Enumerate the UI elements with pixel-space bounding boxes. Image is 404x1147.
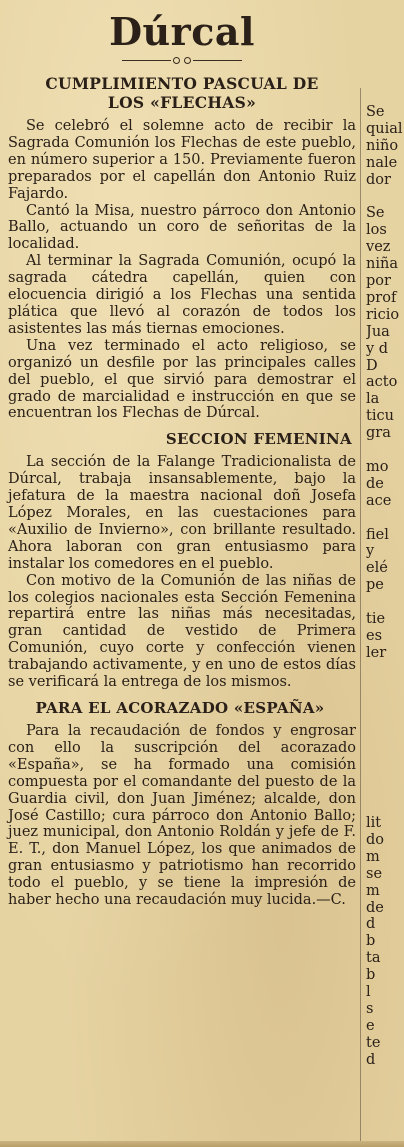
section-masthead: Dúrcal	[109, 9, 255, 54]
adjacent-column-text: Se	[366, 205, 385, 222]
adjacent-column-text: la	[366, 391, 380, 408]
adjacent-column-text: por	[366, 273, 391, 289]
article-paragraph: Una vez terminado el acto religioso, se organizó un desfile por las principales calles del pueblo, el que sirvió para demostrar el grado de marcialidad e instrucción en que se encuentran los Flechas de Dúrcal.	[8, 337, 356, 422]
article-paragraph: Para la recaudación de fondos y engrosar con ello la suscripción del acorazado «España», se ha formado una comisión compuesta por el comandante del puesto de la Guardia civil, don Juan Jiménez; alcalde, don José Castillo; cura párroco don Antonio Ballo; juez municipal, don Antonio Roldán y jefe de F. E. T., don Manuel López, los que animados de gran entusiasmo y patriotismo han recorrido todo el pueblo, y se tiene la impresión de haber hecho una recaudación muy lucida.—C.	[8, 723, 356, 909]
adjacent-column-text: dor	[366, 171, 391, 188]
adjacent-column-text: ace	[366, 492, 392, 509]
ornament-dot	[173, 57, 180, 64]
article-cumplimiento-pascual	[8, 74, 356, 422]
adjacent-column-text: b	[366, 933, 376, 950]
adjacent-column-text: m	[366, 848, 380, 865]
adjacent-column-text: los	[366, 222, 387, 239]
adjacent-column-text: d	[366, 1051, 376, 1068]
adjacent-column-text: es	[366, 627, 383, 644]
ornament-line-left	[122, 60, 171, 61]
article-paragraph: La sección de la Falange Tradicionalista de Dúrcal, trabaja insansablemente, bajo la jefatura de la maestra nacional doñ Josefa López Morales, en las cuestaciones para «Auxilio de Invierno», con brillante resultado. Ahora laboran con gran entusiasmo para instalar los comedores en el pueblo.	[8, 454, 356, 572]
adjacent-column-text: ticu	[366, 408, 394, 425]
adjacent-column-text: y d	[366, 340, 389, 357]
headline-line: LOS «FLECHAS»	[107, 93, 257, 112]
main-column	[8, 0, 356, 1147]
adjacent-column-text: acto	[366, 374, 398, 391]
adjacent-column-text: quial	[366, 120, 403, 137]
article-paragraph: Se celebró el solemne acto de recibir la Sagrada Comunión los Flechas de este pueblo, en número superior a 150. Previamente fueron preparados por el capellán don Antonio Ruiz Fajardo.	[8, 118, 356, 202]
adjacent-column-text: niño	[366, 137, 399, 154]
adjacent-column-text: fiel	[366, 526, 389, 543]
adjacent-column-text: vez	[366, 239, 391, 256]
adjacent-column-text: te	[366, 1034, 381, 1051]
adjacent-column-text: m	[366, 882, 380, 899]
adjacent-column-text: pe	[366, 577, 384, 594]
article-paragraph: Al terminar la Sagrada Comunión, ocupó la sagrada cátedra capellán, quien con elocuencia dirigió a los Flechas una sentida plática que llevó al corazón de todos los asistentes las más tiernas emociones.	[8, 253, 356, 337]
adjacent-column-text: mo	[366, 458, 389, 475]
adjacent-column-text: do	[366, 831, 385, 848]
ornament-line-right	[193, 60, 242, 61]
adjacent-column-text: D	[366, 357, 378, 374]
article-paragraph: Cantó la Misa, nuestro párroco don Antonio Ballo, actuando un coro de señoritas de la localidad.	[8, 202, 356, 253]
adjacent-column-text: ricio	[366, 306, 400, 323]
adjacent-column-text: lit	[366, 815, 382, 831]
adjacent-column-text: e	[366, 1017, 375, 1034]
adjacent-column-text: tie	[366, 611, 386, 627]
adjacent-column-text: Se	[366, 104, 385, 120]
headline-line: CUMPLIMIENTO PASCUAL DE	[45, 74, 319, 93]
adjacent-column-text: ta	[366, 950, 381, 967]
adjacent-column-text: gra	[366, 425, 391, 442]
page-bottom-edge	[0, 1141, 404, 1147]
adjacent-column-fragment	[366, 100, 404, 1140]
article-acorazado-espana	[8, 699, 356, 909]
adjacent-column-text: niña	[366, 256, 398, 273]
masthead-ornament	[122, 56, 242, 64]
ornament-dot	[184, 57, 191, 64]
adjacent-column-text: ler	[366, 644, 387, 661]
adjacent-column-text: s	[366, 1000, 374, 1017]
adjacent-column-text: de	[366, 899, 384, 916]
adjacent-column-text: b	[366, 967, 376, 984]
article-headline: SECCION FEMENINA	[165, 430, 352, 449]
adjacent-column-text: elé	[366, 560, 388, 577]
article-headline: PARA EL ACORAZADO «ESPAÑA»	[35, 699, 325, 717]
article-headline	[8, 74, 356, 112]
adjacent-column-text: d	[366, 916, 376, 933]
adjacent-column-text: prof	[366, 289, 397, 306]
article-seccion-femenina	[8, 430, 356, 691]
column-divider	[360, 88, 361, 1147]
adjacent-column-text: l	[366, 984, 371, 1000]
adjacent-column-text: y	[366, 543, 375, 560]
adjacent-column-text: de	[366, 475, 384, 492]
adjacent-column-text: Jua	[366, 323, 390, 340]
adjacent-column-text: nale	[366, 154, 398, 171]
adjacent-column-text: se	[366, 865, 383, 882]
article-paragraph: Con motivo de la Comunión de las niñas de los colegios nacionales esta Sección Femenina repartirá entre las niñas más necesitadas, gran cantidad de vestido de Primera Comunión, cuyo corte y confección vienen trabajando activamente, y en uno de estos días se verificará la entrega de los mismos.	[8, 572, 356, 691]
